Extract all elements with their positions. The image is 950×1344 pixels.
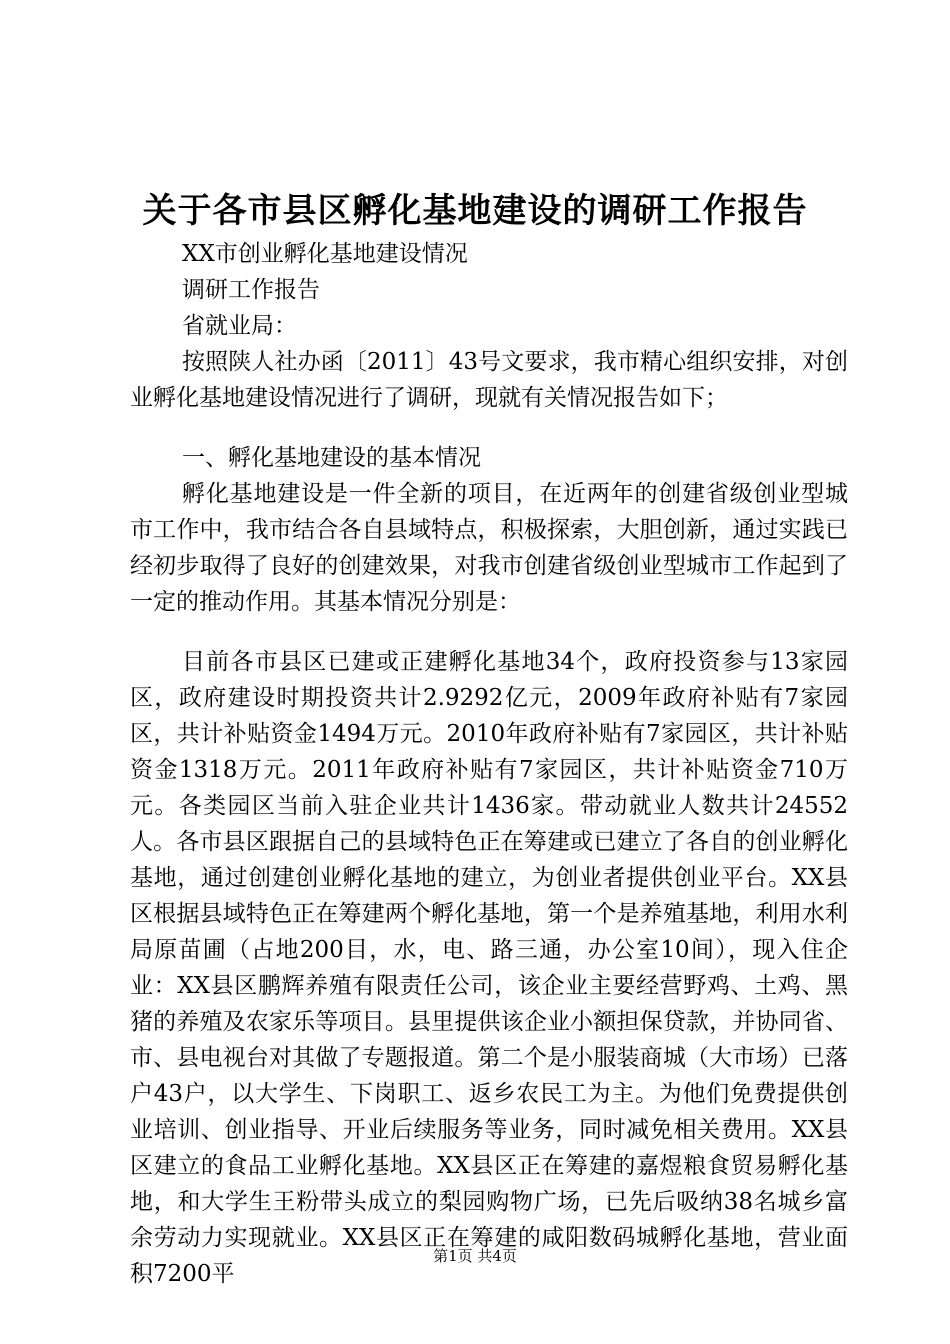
document-body	[130, 236, 848, 1292]
subtitle-line-1: XX市创业孵化基地建设情况	[182, 241, 468, 267]
page-footer: 第1页 共4页	[433, 1247, 517, 1265]
document-title: 关于各市县区孵化基地建设的调研工作报告	[142, 191, 808, 231]
intro-paragraph: 按照陕人社办函〔2011〕43号文要求，我市精心组织安排，对创业孵化基地建设情况进行了调研，现就有关情况报告如下；	[130, 349, 848, 411]
salutation: 省就业局：	[182, 313, 297, 339]
paragraph-gap	[130, 416, 848, 440]
subtitle-line-2: 调研工作报告	[182, 277, 320, 303]
overview-paragraph: 孵化基地建设是一件全新的项目，在近两年的创建省级创业型城市工作中，我市结合各自县域特点，积极探索，大胆创新，通过实践已经初步取得了良好的创建效果，对我市创建省级创业型城市工作起到了一定的推动作用。其基本情况分别是：	[130, 481, 848, 615]
paragraph-gap	[130, 620, 848, 644]
section-heading: 一、孵化基地建设的基本情况	[182, 445, 481, 471]
details-paragraph: 目前各市县区已建或正建孵化基地34个，政府投资参与13家园区，政府建设时期投资共计2.9292亿元，2009年政府补贴有7家园区，共计补贴资金1494万元。2010年政府补贴有7家园区，共计补贴资金1318万元。2011年政府补贴有7家园区，共计补贴资金710万元。各类园区当前入驻企业共计1436家。带动就业人数共计24552人。各市县区跟据自己的县域特色正在筹建或已建立了各自的创业孵化基地，通过创建创业孵化基地的建立，为创业者提供创业平台。XX县区根据县域特色正在筹建两个孵化基地，第一个是养殖基地，利用水利局原苗圃（占地200目，水，电、路三通，办公室10间），现入住企业：XX县区鹏辉养殖有限责任公司，该企业主要经营野鸡、土鸡、黑猪的养殖及农家乐等项目。县里提供该企业小额担保贷款，并协同省、市、县电视台对其做了专题报道。第二个是小服装商城（大市场）已落户43户，以大学生、下岗职工、返乡农民工为主。为他们免费提供创业培训、创业指导、开业后续服务等业务，同时减免相关费用。XX县区建立的食品工业孵化基地。XX县区正在筹建的嘉煜粮食贸易孵化基地，和大学生王粉带头成立的梨园购物广场，已先后吸纳38名城乡富余劳动力实现就业。XX县区正在筹建的咸阳数码城孵化基地，营业面积7200平	[130, 649, 848, 1287]
